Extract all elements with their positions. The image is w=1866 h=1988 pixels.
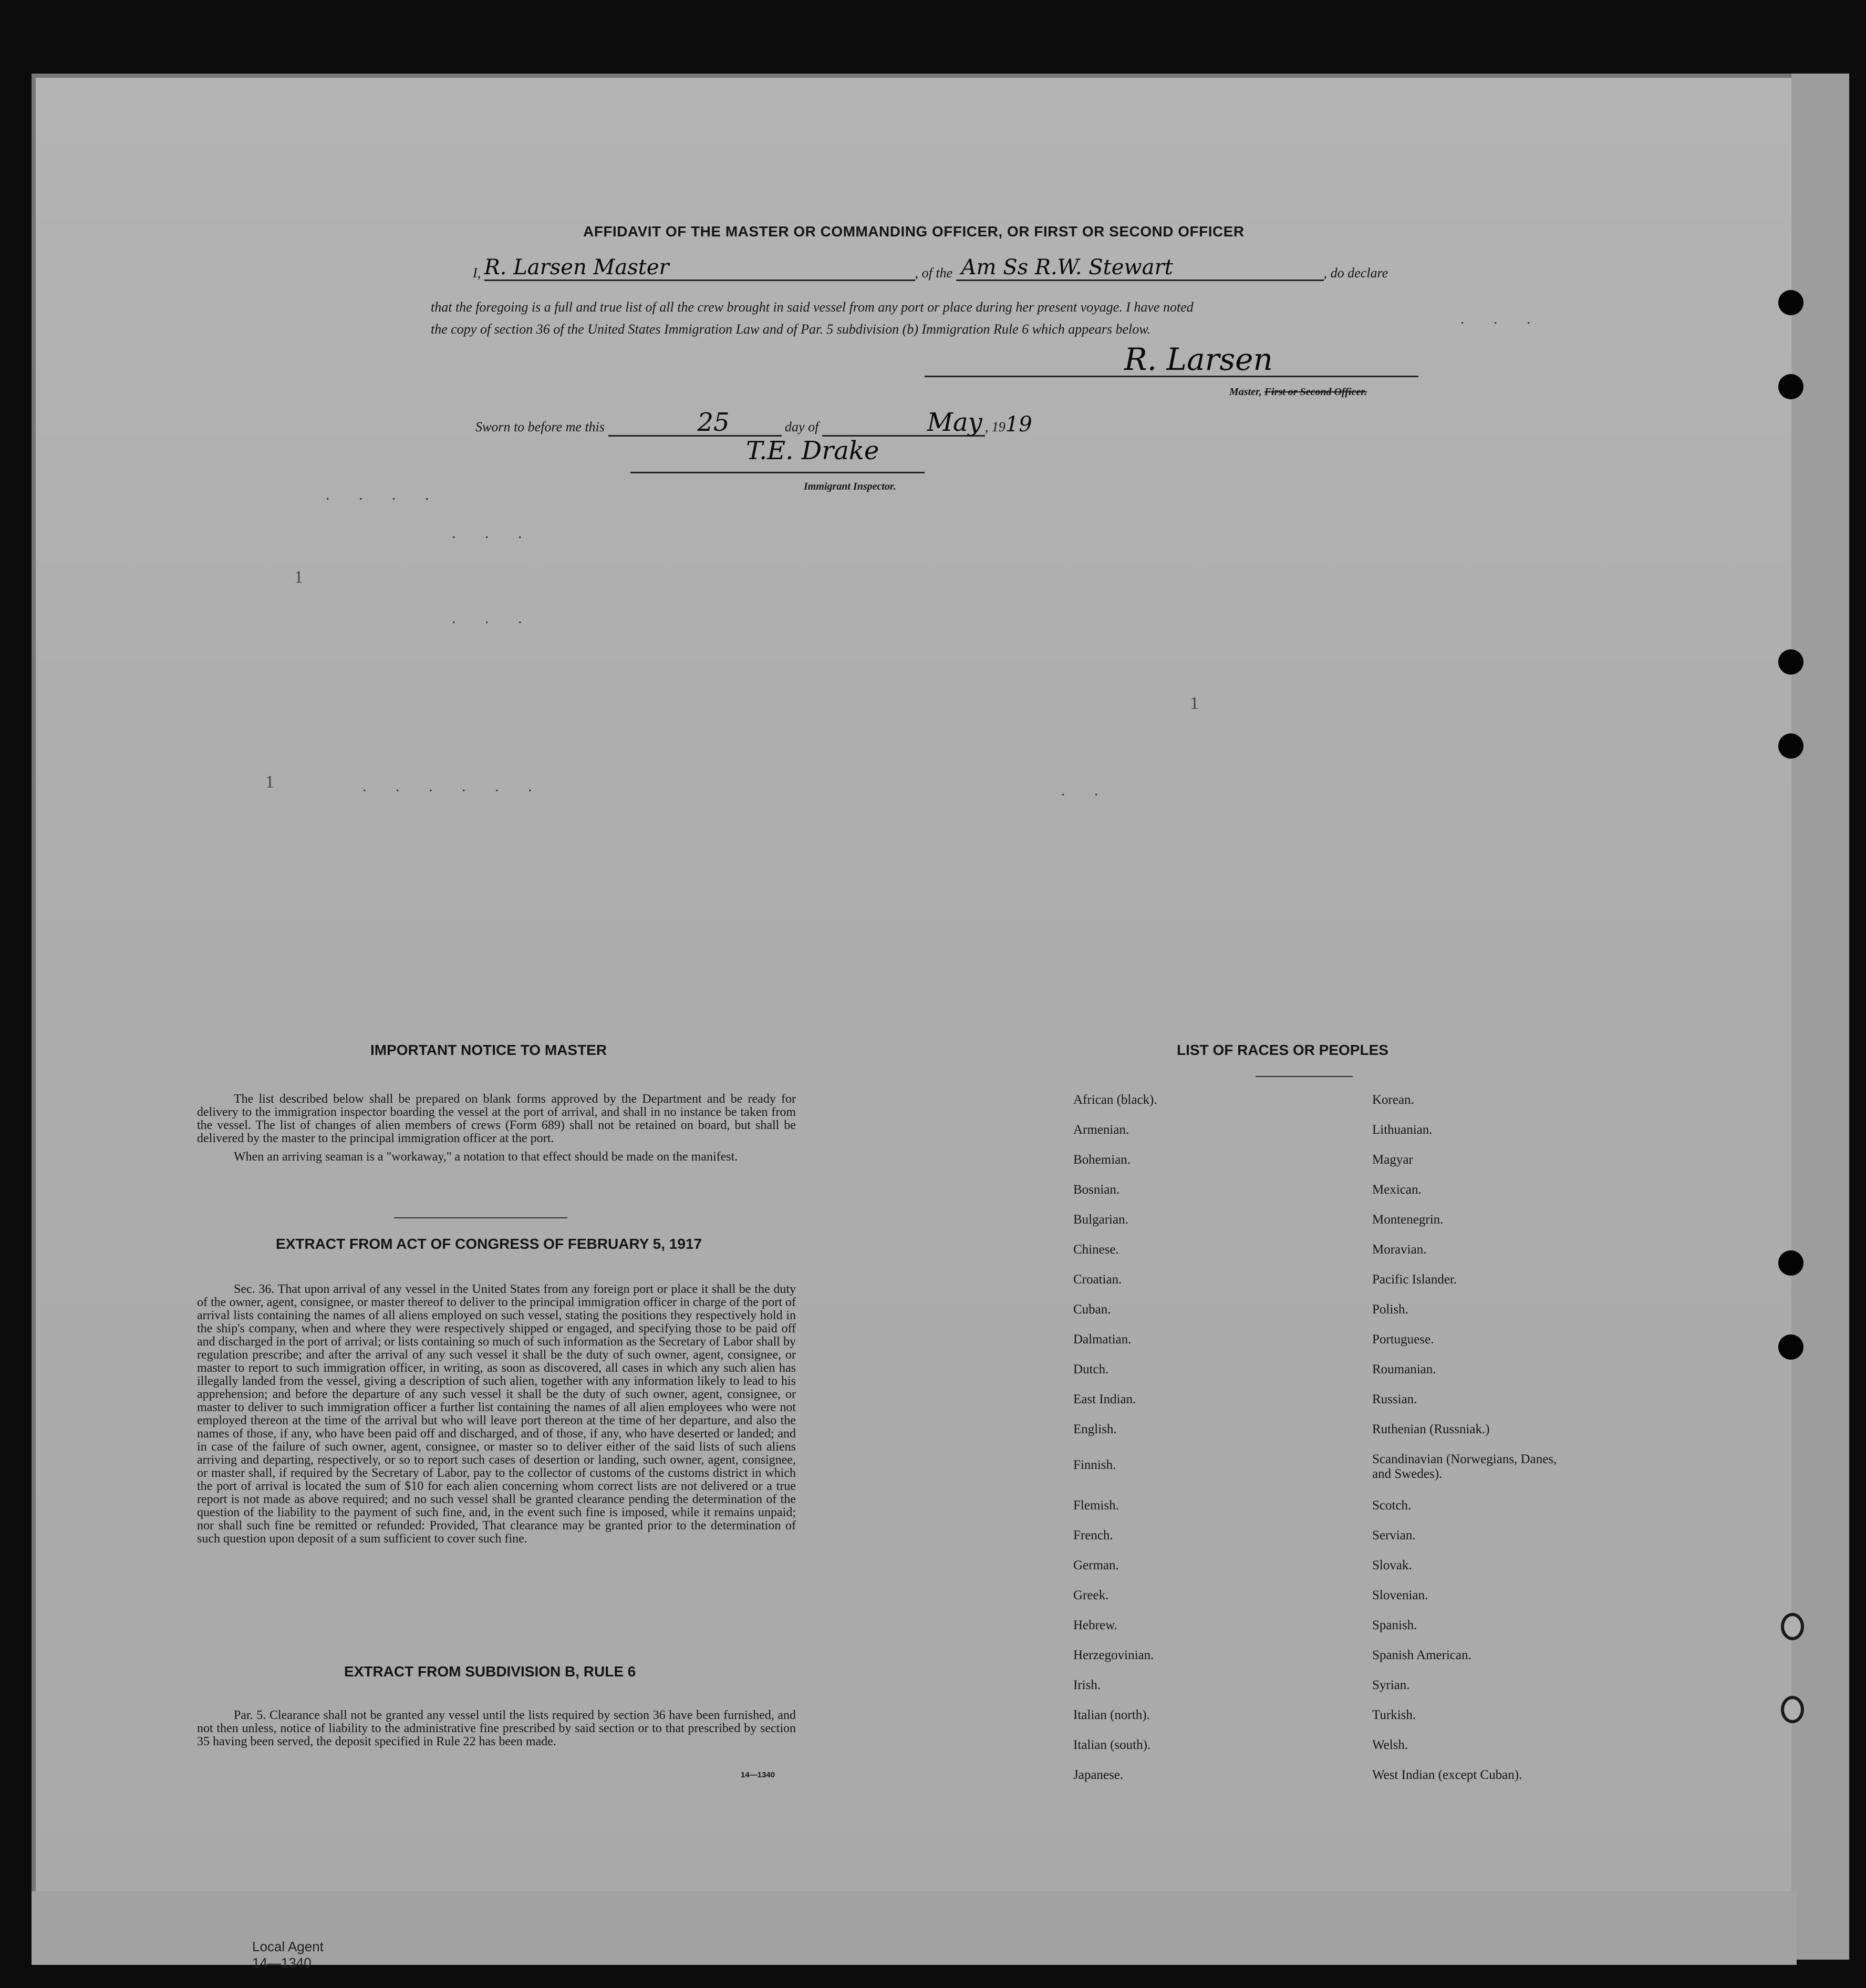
page-edge-right: [1791, 74, 1849, 1960]
race-item: Slovenian.: [1372, 1588, 1428, 1602]
bleed-through-marks: 1: [294, 567, 303, 587]
race-item: Bohemian.: [1073, 1153, 1131, 1167]
race-item: Polish.: [1372, 1302, 1408, 1317]
race-item: West Indian (except Cuban).: [1372, 1768, 1522, 1782]
race-item: Bulgarian.: [1073, 1213, 1128, 1227]
race-item: East Indian.: [1073, 1392, 1136, 1406]
binder-hole-icon: [1778, 649, 1803, 675]
binder-hole-icon: [1778, 374, 1803, 399]
divider: [394, 1217, 567, 1218]
race-item: Russian.: [1372, 1392, 1417, 1406]
race-item: Herzegovinian.: [1073, 1648, 1154, 1662]
race-item: Dutch.: [1073, 1362, 1109, 1376]
bleed-through-marks: . . .: [1460, 310, 1543, 327]
binder-hole-icon: [1781, 1613, 1804, 1640]
race-item: Mexican.: [1372, 1183, 1422, 1197]
race-item: African (black).: [1073, 1093, 1157, 1107]
race-item: Spanish.: [1372, 1618, 1417, 1632]
bleed-through-marks: . . . . . .: [362, 778, 545, 795]
race-item: Moravian.: [1372, 1242, 1427, 1257]
extract-rule-title: EXTRACT FROM SUBDIVISION B, RULE 6: [344, 1663, 636, 1680]
race-item: Montenegrin.: [1372, 1213, 1444, 1227]
sworn-year-handwriting: 19: [1005, 412, 1032, 437]
sworn-line: Sworn to before me this 25 day of May , 1919: [475, 408, 1032, 437]
race-item: Lithuanian.: [1372, 1123, 1433, 1137]
sworn-day-handwriting: 25: [697, 408, 730, 437]
bleed-through-marks: . . . .: [326, 486, 442, 503]
master-officer-label: Master, First or Second Officer.: [1229, 386, 1367, 398]
race-item: Scandinavian (Norwegians, Danes, and Swedes).: [1372, 1452, 1557, 1481]
race-item: Bosnian.: [1073, 1183, 1120, 1197]
affidavit-title: AFFIDAVIT OF THE MASTER OR COMMANDING OFFICER, OR FIRST OR SECOND OFFICER: [583, 223, 1245, 240]
race-item: Ruthenian (Russniak.): [1372, 1422, 1490, 1436]
race-item: Flemish.: [1073, 1498, 1119, 1513]
race-item: Magyar: [1372, 1153, 1413, 1167]
notice-title: IMPORTANT NOTICE TO MASTER: [370, 1042, 607, 1058]
vessel-name-handwriting: Am Ss R.W. Stewart: [961, 255, 1173, 279]
race-item: Turkish.: [1372, 1708, 1416, 1722]
name-rank-field: [484, 255, 915, 281]
race-item: Greek.: [1073, 1588, 1109, 1602]
binder-hole-icon: [1778, 1334, 1803, 1360]
race-item: Finnish.: [1073, 1458, 1116, 1472]
document-page: [32, 74, 1818, 1944]
binder-hole-icon: [1778, 290, 1803, 315]
race-item: Roumanian.: [1372, 1362, 1436, 1376]
race-item: Cuban.: [1073, 1302, 1111, 1317]
binder-hole-icon: [1781, 1696, 1804, 1723]
race-item: Dalmatian.: [1073, 1332, 1132, 1347]
inspector-signature: T.E. Drake: [746, 436, 879, 465]
inspector-label: Immigrant Inspector.: [804, 481, 896, 492]
race-item: Japanese.: [1073, 1768, 1124, 1782]
bleed-through-marks: . . .: [452, 524, 535, 542]
bleed-through-marks: . . .: [452, 609, 535, 627]
race-item: Scotch.: [1372, 1498, 1412, 1513]
race-item: Pacific Islander.: [1372, 1272, 1457, 1287]
race-item: Syrian.: [1372, 1678, 1410, 1692]
race-item: English.: [1073, 1422, 1117, 1436]
sworn-month-handwriting: May: [927, 408, 982, 437]
vessel-name-field: [956, 255, 1324, 281]
affidavit-line-2: that the foregoing is a full and true list of all the crew brought in said vessel from any port or place during her present voyage. I have noted: [431, 299, 1194, 315]
race-item: Spanish American.: [1372, 1648, 1471, 1662]
race-item: Croatian.: [1073, 1272, 1122, 1287]
race-item: Irish.: [1073, 1678, 1101, 1692]
master-signature: R. Larsen: [1124, 341, 1273, 377]
extract-act-text: Sec. 36. That upon arrival of any vessel in the United States from any foreign port or place it shall be the duty of the owner, agent, consignee, or master thereof to deliver to the principal immigration officer in charge of the port of arrival lists containing the names of all aliens employed on such vessel, stating the positions they respectively hold in the ship's company, when and where they were respectively shipped or engaged, and specifying those to be paid off and discharged in the port of arrival; or lists containing so much of such information as the Secretary of Labor shall by regulation prescribe; and after the arrival of any such vessel it shall be the duty of such owner, agent, consignee, or master to report to such immigration officer, in writing, as soon as discovered, all cases in which any such alien has illegally landed from the vessel, giving a description of such alien, together with any information likely to lead to his apprehension; and before the departure of any such vessel it shall be the duty of such owner, agent, consignee, or master to deliver to such immigration officer a further list containing the names of all alien employees who were not employed thereon at the time of the arrival but who will leave port thereon at the time of her departure, and also the names of those, if any, who have been paid off and discharged, and of those, if any, who have deserted or landed; and in case of the failure of such owner, agent, consignee, or master so to deliver either of the said lists of such aliens arriving and departing, respectively, or so to report such cases of desertion or landing, such owner, agent, consignee, or master shall, if required by the Secretary of Labor, pay to the collector of customs of the customs district in which the port of arrival is located the sum of $10 for each alien concerning whom correct lists are not delivered or a true report is not made as above required; and no such vessel shall be granted clearance pending the determination of the question of the liability to the payment of such fine, and, in the event such fine is imposed, while it remains unpaid; nor shall such fine be remitted or refunded: Provided, That clearance may be granted prior to the determination of such question upon deposit of a sum sufficient to cover such fine.: [197, 1282, 796, 1546]
race-item: Armenian.: [1073, 1123, 1129, 1137]
races-title: LIST OF RACES OR PEOPLES: [1177, 1042, 1388, 1058]
race-item: Chinese.: [1073, 1242, 1119, 1257]
race-item: Italian (south).: [1073, 1738, 1151, 1752]
bleed-through-marks: . .: [1061, 782, 1111, 799]
notice-text: The list described below shall be prepared on blank forms approved by the Department and be ready for delivery to the immigration inspector boarding the vessel at the port of arrival, and shall in no instance be taken from the vessel. The list of changes of alien members of crews (Form 689) shall not be retained on board, but shall be delivered by the master to the principal immigration officer at the port. When an arriving seaman is a "workaway," a notation to that effect should be made on the manifest.: [197, 1092, 796, 1164]
race-item: Korean.: [1372, 1093, 1414, 1107]
affidavit-line-3: the copy of section 36 of the United States Immigration Law and of Par. 5 subdivision (b) Immigration Rule 6 which appears below.: [431, 322, 1151, 337]
bleed-through-marks: 1: [265, 772, 274, 792]
extract-act-title: EXTRACT FROM ACT OF CONGRESS OF FEBRUARY 5, 1917: [276, 1236, 702, 1252]
divider: [1256, 1076, 1353, 1077]
race-item: Servian.: [1372, 1528, 1416, 1542]
race-item: Welsh.: [1372, 1738, 1408, 1752]
binder-hole-icon: [1778, 1250, 1803, 1276]
extract-rule-text: Par. 5. Clearance shall not be granted any vessel until the lists required by section 36 have been furnished, and not then unless, notice of liability to the administrative fine prescribed by said section or to that prescribed by section 35 having been served, the deposit specified in Rule 22 has been made.: [197, 1709, 796, 1748]
race-item: German.: [1073, 1558, 1119, 1572]
form-code: 14—1340: [741, 1770, 775, 1779]
race-item: French.: [1073, 1528, 1113, 1542]
name-rank-handwriting: R. Larsen Master: [484, 255, 669, 279]
binder-hole-icon: [1778, 733, 1803, 759]
race-item: Hebrew.: [1073, 1618, 1117, 1632]
race-item: Italian (north).: [1073, 1708, 1150, 1722]
inspector-signature-line: [630, 472, 925, 473]
bottom-edge-label: Local Agent 14—1340: [252, 1939, 324, 1971]
race-item: Portuguese.: [1372, 1332, 1434, 1347]
race-item: Slovak.: [1372, 1558, 1412, 1572]
bleed-through-marks: 1: [1190, 693, 1199, 713]
affidavit-declaration-line: I, R. Larsen Master , of the Am Ss R.W. Stewart , do declare: [473, 255, 1388, 281]
